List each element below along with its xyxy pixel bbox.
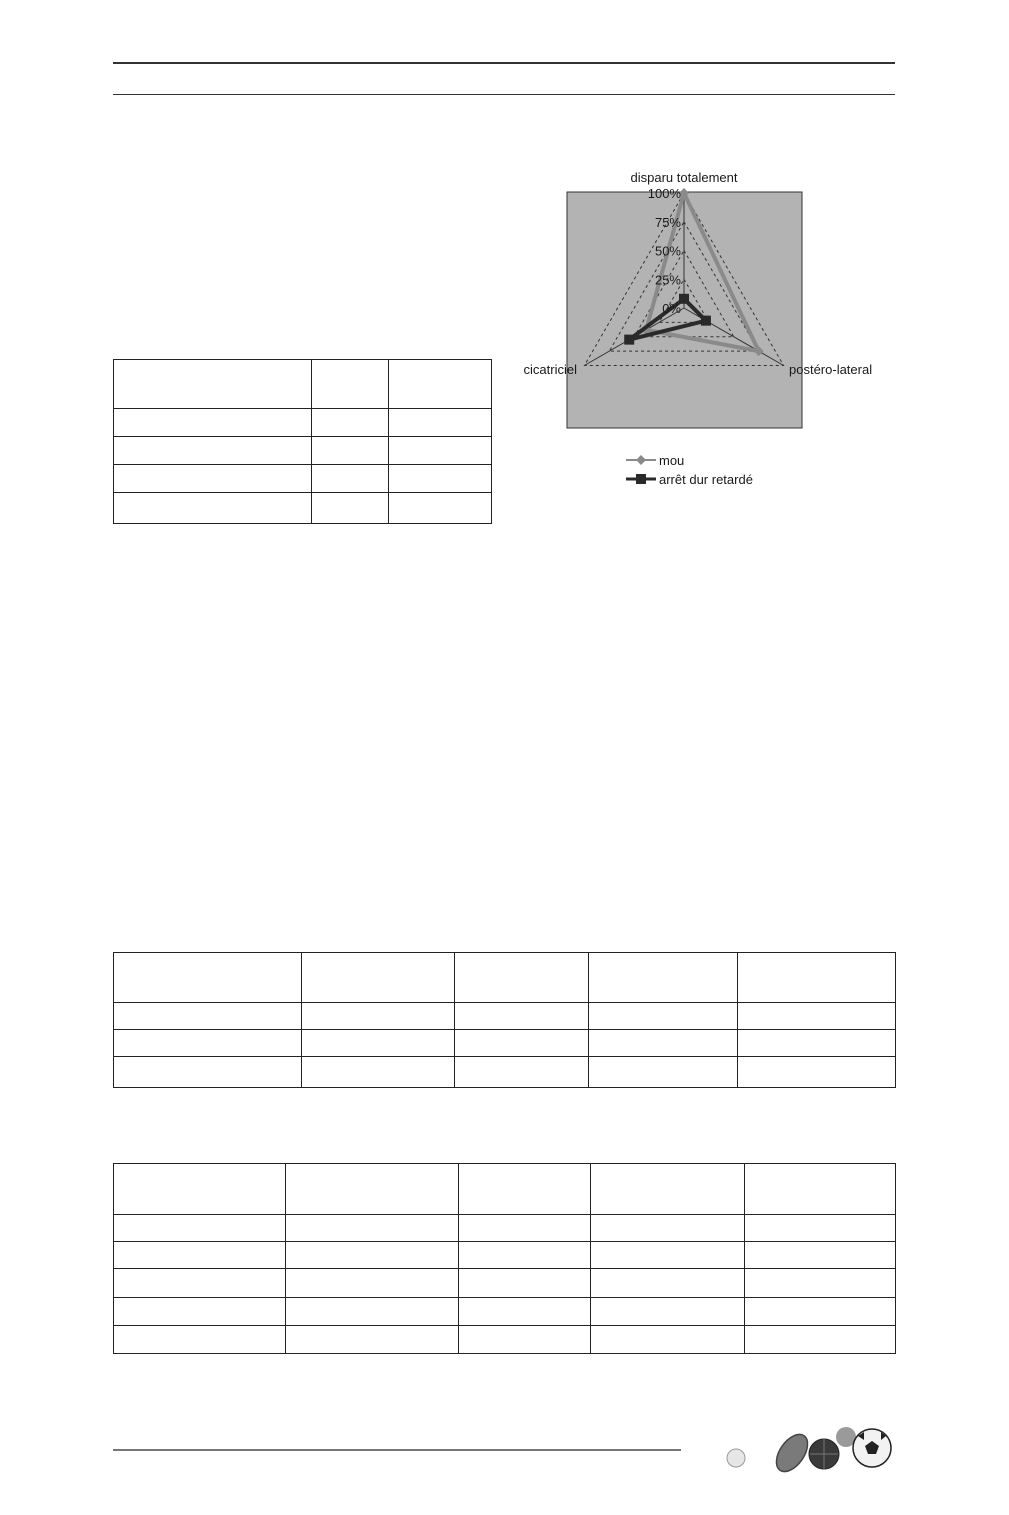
table-cell	[302, 1003, 455, 1030]
table-row	[114, 437, 492, 465]
table-cell	[591, 1215, 745, 1242]
radar-chart	[510, 165, 900, 495]
table-header-row	[114, 1164, 896, 1215]
table-cell	[114, 1269, 286, 1298]
table-cell	[312, 409, 389, 437]
table-row	[114, 1215, 896, 1242]
series-marker-square	[624, 335, 634, 345]
table-cell	[286, 1269, 459, 1298]
table-cell	[459, 1215, 591, 1242]
header-rule-top	[113, 62, 895, 64]
table-cell	[459, 1242, 591, 1269]
table-cell	[114, 1298, 286, 1326]
table-cell	[389, 493, 492, 524]
table-cell	[114, 1242, 286, 1269]
table-cell	[286, 1242, 459, 1269]
table-cell	[114, 360, 312, 409]
table-row	[114, 465, 492, 493]
axis-label: postéro-lateral	[789, 362, 873, 377]
table-cell	[114, 493, 312, 524]
wide-table-1	[113, 952, 896, 1088]
tick-label: 50%	[654, 243, 681, 259]
series-marker-square	[701, 316, 711, 326]
table-row	[114, 1298, 896, 1326]
table-cell	[286, 1164, 459, 1215]
table-cell	[591, 1326, 745, 1354]
table-cell	[589, 1057, 738, 1088]
table-cell	[114, 437, 312, 465]
axis-label: cicatriciel	[523, 362, 577, 377]
table-row	[114, 409, 492, 437]
table-cell	[114, 1326, 286, 1354]
table-cell	[745, 1215, 896, 1242]
header-rule-bottom	[113, 94, 895, 95]
table-cell	[302, 1030, 455, 1057]
tick-label: 0%	[662, 301, 681, 316]
table-row	[114, 1269, 896, 1298]
legend-marker-diamond	[636, 455, 646, 465]
table-cell	[459, 1326, 591, 1354]
table-cell	[114, 1003, 302, 1030]
table-cell	[589, 953, 738, 1003]
table-cell	[114, 1057, 302, 1088]
table-cell	[312, 437, 389, 465]
table-cell	[591, 1298, 745, 1326]
table-cell	[455, 953, 589, 1003]
table-cell	[286, 1326, 459, 1354]
tick-label: 100%	[647, 186, 681, 201]
table-cell	[389, 437, 492, 465]
table-cell	[459, 1298, 591, 1326]
table-cell	[286, 1215, 459, 1242]
footer-rule	[113, 1449, 681, 1451]
table-cell	[455, 1003, 589, 1030]
table-cell	[745, 1242, 896, 1269]
table-cell	[738, 1003, 896, 1030]
table-cell	[738, 953, 896, 1003]
legend-label: arrêt dur retardé	[659, 472, 753, 487]
table-cell	[389, 409, 492, 437]
sports-balls-logo	[718, 1420, 898, 1480]
table-cell	[738, 1057, 896, 1088]
wide-table-2	[113, 1163, 896, 1354]
table-row	[114, 1326, 896, 1354]
table-cell	[114, 1215, 286, 1242]
legend-marker-square	[636, 474, 646, 484]
legend-label: mou	[659, 453, 685, 468]
axis-label: disparu totalement	[630, 170, 738, 185]
table-header-row	[114, 953, 896, 1003]
table-cell	[745, 1269, 896, 1298]
table-cell	[114, 953, 302, 1003]
table-cell	[745, 1326, 896, 1354]
table-cell	[302, 1057, 455, 1088]
table-cell	[312, 465, 389, 493]
table-header-row	[114, 360, 492, 409]
table-cell	[286, 1298, 459, 1326]
table-row	[114, 1030, 896, 1057]
table-cell	[312, 360, 389, 409]
table-cell	[455, 1030, 589, 1057]
table-cell	[114, 409, 312, 437]
table-cell	[591, 1164, 745, 1215]
table-cell	[589, 1030, 738, 1057]
table-cell	[389, 360, 492, 409]
table-row	[114, 493, 492, 524]
table-cell	[745, 1298, 896, 1326]
tick-label: 75%	[654, 214, 681, 230]
table-cell	[738, 1030, 896, 1057]
baseball-icon	[727, 1449, 745, 1467]
table-cell	[459, 1164, 591, 1215]
rugby-ball-icon	[770, 1429, 814, 1477]
table-cell	[302, 953, 455, 1003]
table-row	[114, 1057, 896, 1088]
table-cell	[745, 1164, 896, 1215]
small-table	[113, 359, 492, 524]
table-cell	[114, 465, 312, 493]
table-cell	[455, 1057, 589, 1088]
table-cell	[591, 1242, 745, 1269]
table-cell	[312, 493, 389, 524]
table-row	[114, 1003, 896, 1030]
table-cell	[459, 1269, 591, 1298]
table-cell	[389, 465, 492, 493]
table-cell	[114, 1030, 302, 1057]
table-cell	[114, 1164, 286, 1215]
table-cell	[591, 1269, 745, 1298]
table-cell	[589, 1003, 738, 1030]
table-row	[114, 1242, 896, 1269]
tick-label: 25%	[654, 272, 681, 288]
